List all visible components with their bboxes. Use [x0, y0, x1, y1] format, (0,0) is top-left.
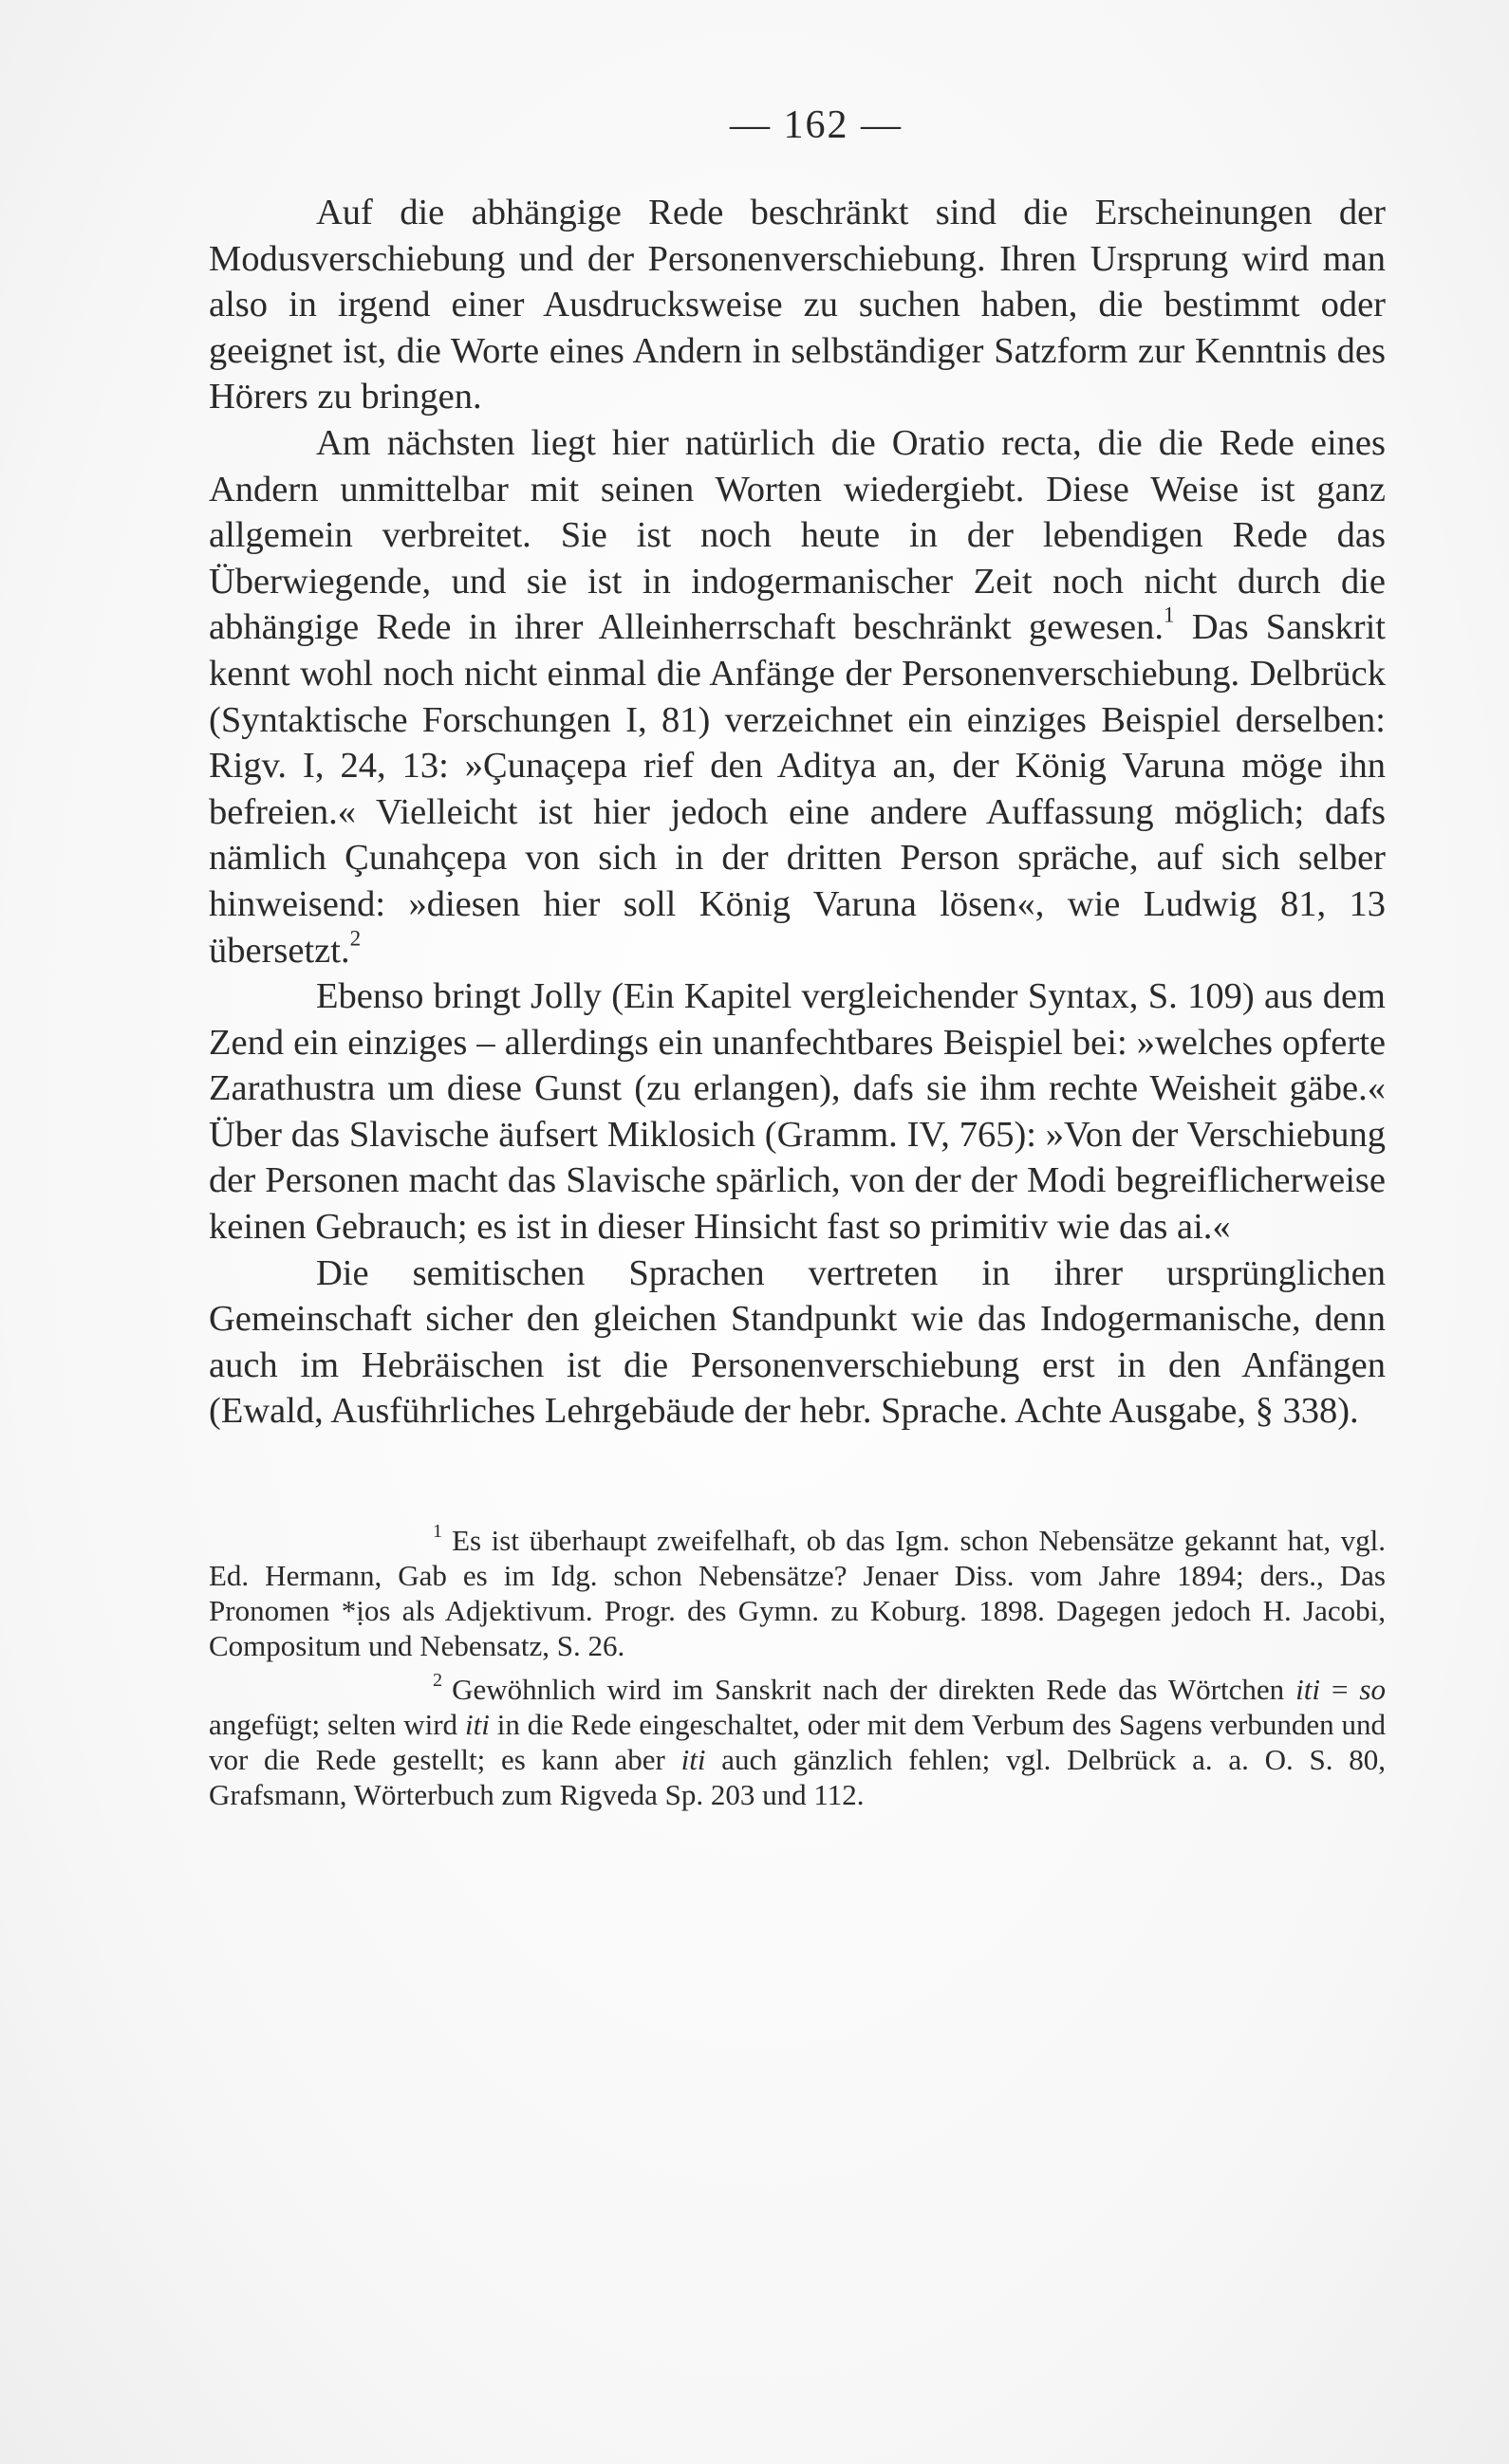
paragraph-3: Ebenso bringt Jolly (Ein Kapitel vergleichender Syntax, S. 109) aus dem Zend ein einziges – allerdings ein unanfechtbares Beispiel bei: »welches opferte Zarathustra um diese Gunst (zu erlangen), dafs sie ihm rechte Weisheit gäbe.« Über das Slavische äufsert Miklosich (Gramm. IV, 765): »Von der Verschiebung der Personen macht das Slavische spärlich, von der der Modi begreiflicherweise keinen Gebrauch; es ist in dieser Hinsicht fast so primitiv wie das ai.«: [209, 976, 1386, 1248]
footnote-mark-1: 1: [433, 1521, 443, 1543]
footnotes: [209, 1514, 1386, 1813]
main-text: [209, 190, 1386, 1435]
footnote-1: 1 Es ist überhaupt zweifelhaft, ob das Igm. schon Nebensätze gekannt hat, vgl. Ed. Hermann, Gab es im Idg. schon Nebensätze? Jenaer Diss. vom Jahre 1894; ders., Das Pronomen *ịos als Adjektivum. Progr. des Gymn. zu Koburg. 1898. Dagegen jedoch H. Jacobi, Compositum und Nebensatz, S. 26.: [209, 1514, 1386, 1663]
paragraph-2: Am nächsten liegt hier natürlich die Oratio recta, die die Rede eines Andern unmittelbar mit seinen Worten wiedergiebt. Diese Weise ist ganz allgemein verbreitet. Sie ist noch heute in der lebendigen Rede das Überwiegende, und sie ist in indogermanischer Zeit noch nicht durch die abhängige Rede in ihrer Alleinherrschaft beschränkt gewesen.$^1$ Das Sanskrit kennt wohl noch nicht einmal die Anfänge der Personenverschiebung. Delbrück (Syntaktische Forschungen I, 81) verzeichnet ein einziges Beispiel derselben: Rigv. I, 24, 13: »Çunaçepa rief den Aditya an, der König Varuna möge ihn befreien.« Vielleicht ist hier jedoch eine andere Auffassung möglich; dafs nämlich Çunahçepa von sich in der dritten Person spräche, auf sich selber hinweisend: »diesen hier soll König Varuna lösen«, wie Ludwig 81, 13 übersetzt.$^2$: [209, 422, 1386, 971]
footnote-2: 2 Gewöhnlich wird im Sanskrit nach der direkten Rede das Wörtchen iti = so angefügt; selten wird iti in die Rede eingeschaltet, oder mit dem Verbum des Sagens verbunden und vor die Rede gestellt; es kann aber iti auch gänzlich fehlen; vgl. Delbrück a. a. O. S. 80, Grafsmann, Wörterbuch zum Rigveda Sp. 203 und 112.: [209, 1663, 1386, 1812]
footnote-ref-2[interactable]: 2: [349, 925, 362, 951]
page-number: — 162 —: [730, 103, 903, 147]
paragraph-4: Die semitischen Sprachen vertreten in ihrer ursprünglichen Gemeinschaft sicher den gleichen Standpunkt wie das Indogermanische, denn auch im Hebräischen ist die Personenverschiebung erst in den Anfängen (Ewald, Ausführliches Lehrgebäude der hebr. Sprache. Achte Ausgabe, § 338).: [209, 1252, 1386, 1432]
footnote-mark-2: 2: [433, 1670, 443, 1692]
paragraph-1: Auf die abhängige Rede beschränkt sind die Erscheinungen der Modusverschiebung und der Personenverschiebung. Ihren Ursprung wird man also in irgend einer Ausdrucksweise zu suchen haben, die bestimmt oder geeignet ist, die Worte eines Andern in selbständiger Satzform zur Kenntnis des Hörers zu bringen.: [209, 193, 1386, 417]
footnote-ref-1[interactable]: 1: [1164, 602, 1175, 628]
